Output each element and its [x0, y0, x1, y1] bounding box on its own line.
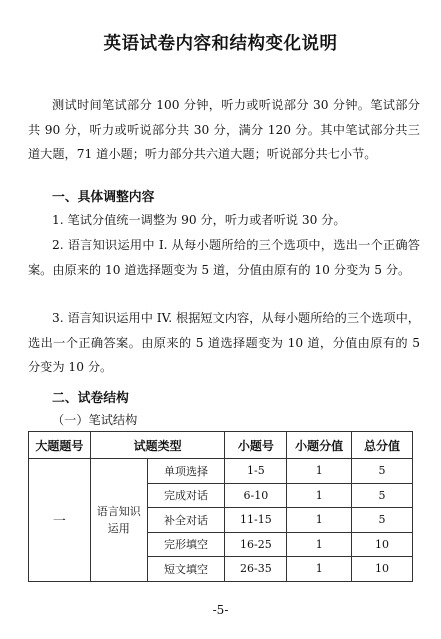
- score-cell: 1: [287, 557, 352, 582]
- document-title: 英语试卷内容和结构变化说明: [103, 34, 338, 54]
- intro-paragraph: 测试时间笔试部分 100 分钟，听力或听说部分 30 分钟。笔试部分共 90 分，听力或听说部分共 30 分，满分 120 分。其中笔试部分共三道大题，71 道小题；听力部分共六道大题；听说部分共七小节。: [28, 98, 420, 161]
- total-cell: 5: [352, 508, 413, 533]
- type-cell: 完形填空: [147, 532, 225, 557]
- total-cell: 10: [352, 532, 413, 557]
- header-total-score: 总分值: [352, 432, 413, 459]
- total-cell: 5: [352, 459, 413, 484]
- score-cell: 1: [287, 508, 352, 533]
- header-question-type: 试题类型: [90, 432, 225, 459]
- header-section-number: 大题题号: [29, 432, 91, 459]
- type-cell: 完成对话: [147, 483, 225, 508]
- range-cell: 6-10: [225, 483, 287, 508]
- adjustment-item-3: 3. 语言知识运用中 IV. 根据短文内容，从每小题所给的三个选项中，选出一个正确答案。由原来的 5 道选择题变为 10 道，分值由原有的 5 分变为 10 分。: [28, 311, 420, 374]
- range-cell: 1-5: [225, 459, 287, 484]
- header-item-score: 小题分值: [287, 432, 352, 459]
- score-cell: 1: [287, 532, 352, 557]
- total-cell: 5: [352, 483, 413, 508]
- section1-heading: 一、具体调整内容: [52, 190, 155, 205]
- type-cell: 短文填空: [147, 557, 225, 582]
- group-type-cell: 语言知识 运用: [90, 459, 147, 582]
- range-cell: 26-35: [225, 557, 287, 582]
- section2-subheading: （一）笔试结构: [52, 413, 138, 427]
- header-item-number: 小题号: [225, 432, 287, 459]
- page-number: -5-: [212, 603, 229, 617]
- score-cell: 1: [287, 483, 352, 508]
- total-cell: 10: [352, 557, 413, 582]
- type-cell: 单项选择: [147, 459, 225, 484]
- score-cell: 1: [287, 459, 352, 484]
- range-cell: 11-15: [225, 508, 287, 533]
- range-cell: 16-25: [225, 532, 287, 557]
- type-cell: 补全对话: [147, 508, 225, 533]
- adjustment-item-2: 2. 语言知识运用中 I. 从每小题所给的三个选项中，选出一个正确答案。由原来的 10 道选择题变为 5 道，分值由原有的 10 分变为 5 分。: [28, 238, 420, 277]
- exam-structure-table: [28, 431, 413, 582]
- adjustment-item-1: 1. 笔试分值统一调整为 90 分，听力或者听说 30 分。: [52, 213, 346, 227]
- table-row: [29, 459, 413, 484]
- section2-heading: 二、试卷结构: [52, 391, 129, 406]
- table-header-row: [29, 432, 413, 459]
- group-number-cell: 一: [29, 459, 91, 582]
